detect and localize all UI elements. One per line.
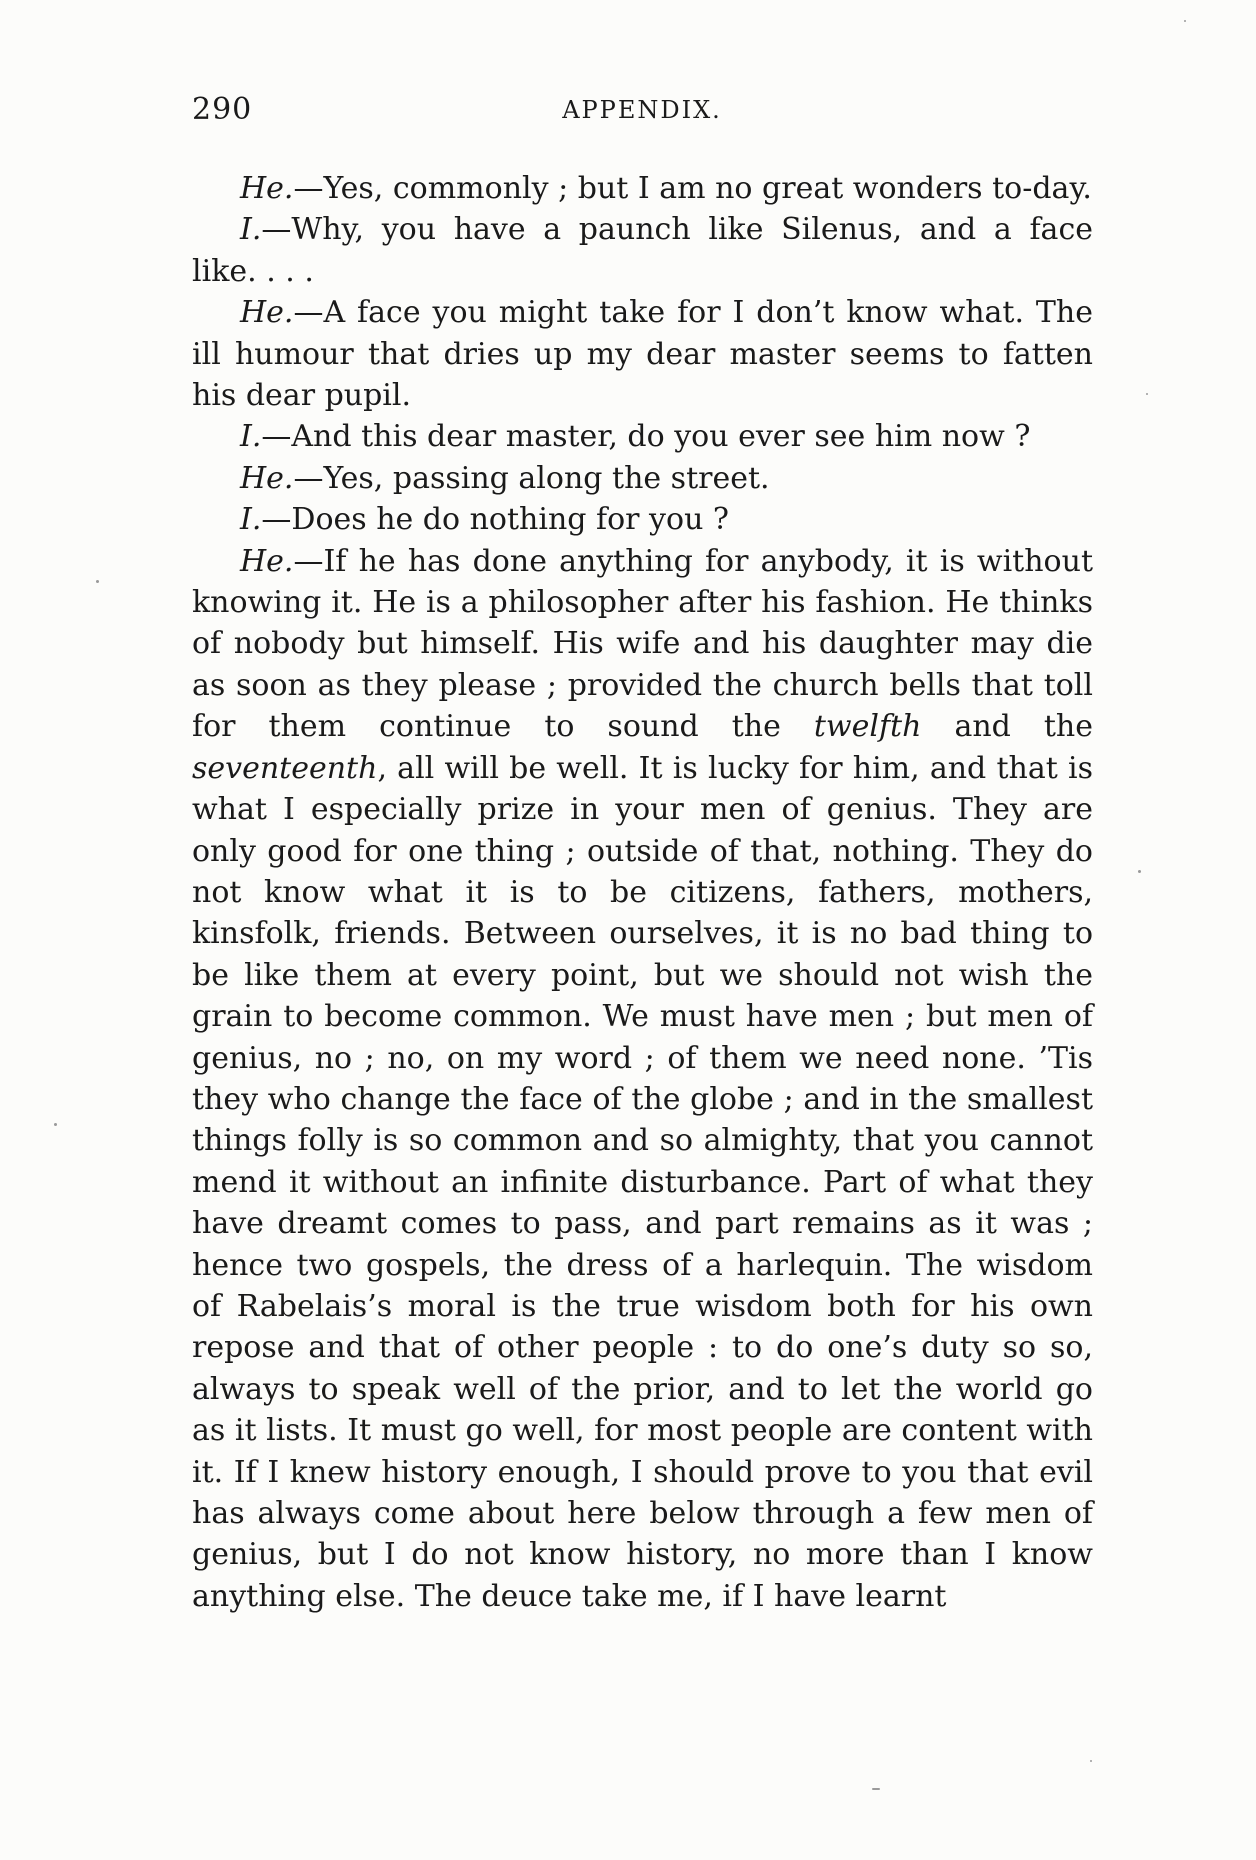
paper-speck <box>1146 393 1148 395</box>
speaker-label: He. <box>240 460 294 496</box>
paper-speck <box>96 580 99 583</box>
page-body <box>192 168 1093 1617</box>
italic-word: seventeenth <box>192 750 378 786</box>
dialogue-paragraph <box>192 499 1093 540</box>
italic-word: twelfth <box>813 709 922 745</box>
dialogue-paragraph <box>192 292 1093 416</box>
paragraph-text: —Yes, passing along the street. <box>293 460 770 496</box>
running-head: APPENDIX. <box>562 96 722 124</box>
speaker-label: I. <box>240 502 262 538</box>
paper-speck <box>1138 870 1141 873</box>
speaker-label: He. <box>240 543 294 579</box>
page-header <box>192 92 1092 138</box>
paragraph-text: —And this dear master, do you ever see him now ? <box>261 419 1031 455</box>
speaker-label: He. <box>240 171 294 206</box>
page-number: 290 <box>192 92 253 127</box>
speaker-label: I. <box>240 212 262 248</box>
paper-speck <box>1184 20 1186 22</box>
paragraph-text: —Why, you have a paunch like Silenus, and a face like. . . . <box>192 212 1093 289</box>
paragraph-text: , all will be well. It is lucky for him, and that is what I especially prize in your men of genius. They are only good for one thing ; outside of that, nothing. They do not know what it is to be citizens, fathers, mothers, kinsfolk, friends. Between ourselves, it is no bad thing to be like them at every point, but we should not wish the grain to become common. We must have men ; but men of genius, no ; no, on my word ; of them we need none. ’Tis they who change the face of the globe ; and in the smallest things folly is so common and so almighty, that you cannot mend it without an infinite disturbance. Part of what they have dreamt comes to pass, and part remains as it was ; hence two gospels, the dress of a harlequin. The wisdom of Rabelais’s moral is the true wisdom both for his own repose and that of other people : to do one’s duty so so, always to speak well of the prior, and to let the world go as it lists. It must go well, for most people are content with it. If I knew history enough, I should prove to you that evil has always come about here below through a few men of genius, but I do not know history, no more than I know anything else. The deuce take me, if I have learnt <box>192 750 1093 1614</box>
dialogue-paragraph <box>192 209 1093 292</box>
dialogue-paragraph <box>192 168 1093 209</box>
dialogue-paragraph <box>192 458 1093 499</box>
dialogue-paragraph <box>192 541 1093 1618</box>
speaker-label: I. <box>240 419 262 455</box>
paragraph-text: —If he has done anything for anybody, it is without knowing it. He is a philosopher after his fashion. He thinks of nobody but himself. His wife and his daughter may die as soon as they please ; provided the church bells that toll for them continue to sound the <box>192 543 1093 745</box>
paper-speck <box>872 1788 880 1790</box>
paper-speck <box>1090 1760 1092 1762</box>
speaker-label: He. <box>240 295 294 331</box>
dialogue-paragraph <box>192 416 1093 457</box>
paragraph-text: and the <box>921 709 1093 745</box>
paragraph-text: —Does he do nothing for you ? <box>261 502 730 538</box>
paper-speck <box>54 1123 57 1126</box>
paragraph-text: —Yes, commonly ; but I am no great wonders to-day. <box>293 171 1092 206</box>
paragraph-text: —A face you might take for I don’t know what. The ill humour that dries up my dear master seems to fatten his dear pupil. <box>192 295 1093 414</box>
